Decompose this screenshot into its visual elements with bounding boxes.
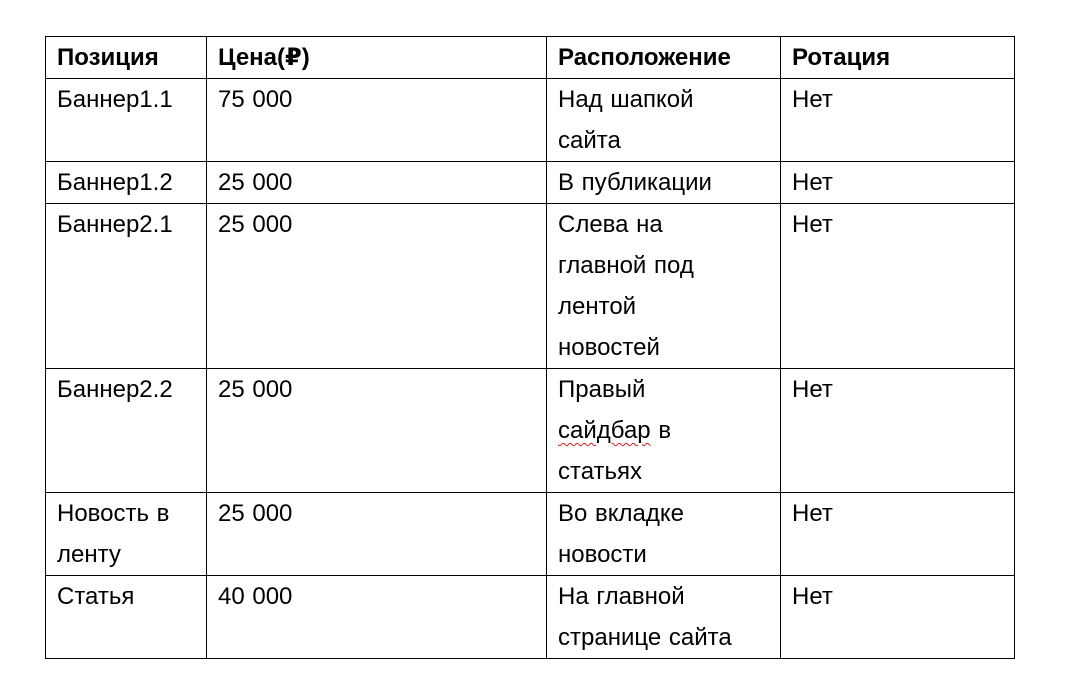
placement-line: Слева на	[558, 211, 663, 238]
header-placement: Расположение	[547, 37, 781, 79]
placement-line: главной под	[558, 252, 694, 279]
table-row	[46, 576, 1015, 659]
cell-rotation: Нет	[781, 369, 1015, 493]
placement-line: сайта	[558, 127, 621, 154]
placement-line: лентой	[558, 293, 637, 320]
header-rotation: Ротация	[781, 37, 1015, 79]
cell-rotation: Нет	[781, 204, 1015, 369]
header-position: Позиция	[46, 37, 207, 79]
table-row	[46, 162, 1015, 204]
cell-position: Новость в ленту	[46, 493, 207, 576]
table-row	[46, 204, 1015, 369]
cell-position: Статья	[46, 576, 207, 659]
placement-line: На главной	[558, 583, 685, 610]
placement-line: статьях	[558, 458, 643, 485]
cell-placement	[547, 204, 781, 369]
ad-price-table	[45, 36, 1015, 659]
spellcheck-error-word: сайдбар	[558, 417, 651, 444]
cell-rotation: Нет	[781, 79, 1015, 162]
placement-line: Правый	[558, 376, 646, 403]
table-row	[46, 79, 1015, 162]
placement-line: Над шапкой	[558, 86, 694, 113]
table-header-row	[46, 37, 1015, 79]
cell-position: Баннер2.1	[46, 204, 207, 369]
table-row	[46, 493, 1015, 576]
placement-line-spellcheck: сайдбар в	[558, 417, 672, 444]
placement-line: В публикации	[558, 169, 712, 196]
cell-rotation: Нет	[781, 493, 1015, 576]
cell-rotation: Нет	[781, 162, 1015, 204]
cell-price: 25 000	[207, 369, 547, 493]
cell-placement	[547, 576, 781, 659]
cell-price: 25 000	[207, 162, 547, 204]
cell-placement	[547, 79, 781, 162]
placement-line: Во вкладке	[558, 500, 685, 527]
cell-placement	[547, 162, 781, 204]
cell-position: Баннер1.2	[46, 162, 207, 204]
cell-position: Баннер1.1	[46, 79, 207, 162]
cell-rotation: Нет	[781, 576, 1015, 659]
placement-line: странице сайта	[558, 624, 732, 651]
table-row	[46, 369, 1015, 493]
cell-price: 40 000	[207, 576, 547, 659]
cell-price: 75 000	[207, 79, 547, 162]
cell-price: 25 000	[207, 493, 547, 576]
cell-position: Баннер2.2	[46, 369, 207, 493]
cell-placement	[547, 493, 781, 576]
placement-line: новости	[558, 541, 647, 568]
placement-line: новостей	[558, 334, 660, 361]
header-price: Цена(₽)	[207, 37, 547, 79]
cell-price: 25 000	[207, 204, 547, 369]
cell-placement	[547, 369, 781, 493]
